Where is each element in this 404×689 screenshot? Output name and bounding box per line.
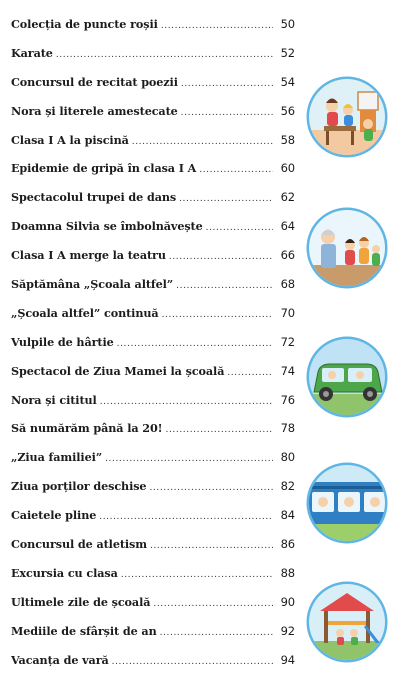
toc-entry[interactable] (11, 17, 295, 46)
dot-leader (100, 397, 273, 407)
toc-entry-title: Vulpile de hârtie (11, 334, 114, 349)
toc-entry-title: Ultimele zile de școală (11, 594, 151, 609)
toc-entry[interactable] (11, 335, 295, 364)
toc-entry-page: 88 (280, 565, 295, 580)
toc-entry[interactable] (11, 190, 295, 219)
toc-entry[interactable] (11, 46, 295, 75)
toc-entry[interactable] (11, 421, 295, 450)
toc-entry-page: 76 (280, 392, 295, 407)
toc-entry[interactable] (11, 595, 295, 624)
toc-entry-title: Colecția de puncte roșii (11, 17, 158, 31)
classroom-illustration (306, 76, 388, 158)
dot-leader (162, 310, 273, 320)
toc-entry-page: 84 (280, 508, 295, 523)
toc-entry[interactable] (11, 133, 295, 162)
table-of-contents (11, 17, 295, 681)
dot-leader (105, 454, 273, 464)
toc-entry-page: 72 (280, 334, 295, 349)
toc-entry-title: Să numărăm până la 20! (11, 421, 163, 436)
dot-leader (181, 108, 273, 118)
toc-entry-title: Concursul de atletism (11, 537, 147, 552)
toc-entry-page: 66 (280, 248, 295, 263)
dot-leader (176, 281, 273, 291)
toc-entry-title: Doamna Silvia se îmbolnăvește (11, 219, 203, 234)
toc-entry[interactable] (11, 450, 295, 479)
toc-entry-title: Excursia cu clasa (11, 565, 118, 580)
toc-entry-page: 68 (280, 277, 295, 292)
toc-entry[interactable] (11, 653, 295, 682)
toc-entry[interactable] (11, 161, 295, 190)
toc-entry[interactable] (11, 479, 295, 508)
toc-entry-page: 94 (280, 652, 295, 667)
toc-entry-title: Spectacol de Ziua Mamei la școală (11, 363, 225, 378)
theatre-illustration (306, 207, 388, 289)
toc-entry-page: 62 (280, 190, 295, 205)
toc-entry-title: „Școala altfel” continuă (11, 305, 159, 320)
toc-entry[interactable] (11, 364, 295, 393)
toc-entry-title: Concursul de recitat poezii (11, 74, 178, 89)
dot-leader (153, 599, 273, 609)
toc-entry-title: Epidemie de gripă în clasa I A (11, 161, 197, 176)
dot-leader (121, 570, 273, 580)
toc-entry[interactable] (11, 508, 295, 537)
dot-leader (149, 483, 273, 493)
toc-entry-page: 54 (280, 74, 295, 89)
dot-leader (181, 79, 273, 89)
dot-leader (165, 425, 273, 435)
toc-entry[interactable] (11, 566, 295, 595)
toc-entry-title: Vacanța de vară (11, 652, 109, 667)
toc-entry-page: 86 (280, 537, 295, 552)
dot-leader (112, 657, 273, 667)
dot-leader (199, 165, 273, 175)
toc-entry-title: Nora și cititul (11, 392, 97, 407)
toc-entry-title: Karate (11, 45, 53, 60)
dot-leader (160, 628, 273, 638)
toc-entry-page: 50 (280, 17, 295, 31)
toc-entry[interactable] (11, 277, 295, 306)
toc-entry-page: 52 (280, 45, 295, 60)
toc-entry-page: 90 (280, 594, 295, 609)
toc-entry-title: Ziua porților deschise (11, 479, 147, 494)
toc-entry-page: 82 (280, 479, 295, 494)
dot-leader (117, 339, 273, 349)
dot-leader (132, 137, 273, 147)
toc-entry[interactable] (11, 75, 295, 104)
toc-entry[interactable] (11, 306, 295, 335)
toc-entry-title: Săptămâna „Școala altfel” (11, 277, 174, 292)
toc-entry-title: Spectacolul trupei de dans (11, 190, 177, 205)
car-trip-illustration (306, 336, 388, 418)
toc-entry-title: „Ziua familiei” (11, 450, 103, 465)
dot-leader (169, 252, 273, 262)
toc-entry-page: 70 (280, 305, 295, 320)
toc-entry[interactable] (11, 248, 295, 277)
toc-entry-title: Mediile de sfârșit de an (11, 623, 157, 638)
dot-leader (206, 223, 273, 233)
dot-leader (161, 21, 273, 31)
dot-leader (150, 541, 273, 551)
toc-entry-page: 78 (280, 421, 295, 436)
toc-entry[interactable] (11, 104, 295, 133)
toc-entry-page: 80 (280, 450, 295, 465)
toc-entry-page: 60 (280, 161, 295, 176)
toc-entry[interactable] (11, 393, 295, 422)
toc-entry-title: Nora și literele amestecate (11, 103, 178, 118)
train-illustration (306, 462, 388, 544)
dot-leader (56, 50, 273, 60)
toc-entry-page: 56 (280, 103, 295, 118)
toc-entry-page: 92 (280, 623, 295, 638)
toc-entry[interactable] (11, 537, 295, 566)
toc-entry-page: 64 (280, 219, 295, 234)
toc-entry-page: 58 (280, 132, 295, 147)
dot-leader (99, 512, 273, 522)
toc-entry[interactable] (11, 219, 295, 248)
playground-illustration (306, 581, 388, 663)
dot-leader (227, 368, 273, 378)
dot-leader (179, 194, 273, 204)
toc-entry-title: Caietele pline (11, 508, 97, 523)
toc-entry-page: 74 (280, 363, 295, 378)
toc-entry[interactable] (11, 624, 295, 653)
toc-entry-title: Clasa I A la piscină (11, 132, 129, 147)
toc-entry-title: Clasa I A merge la teatru (11, 248, 166, 263)
